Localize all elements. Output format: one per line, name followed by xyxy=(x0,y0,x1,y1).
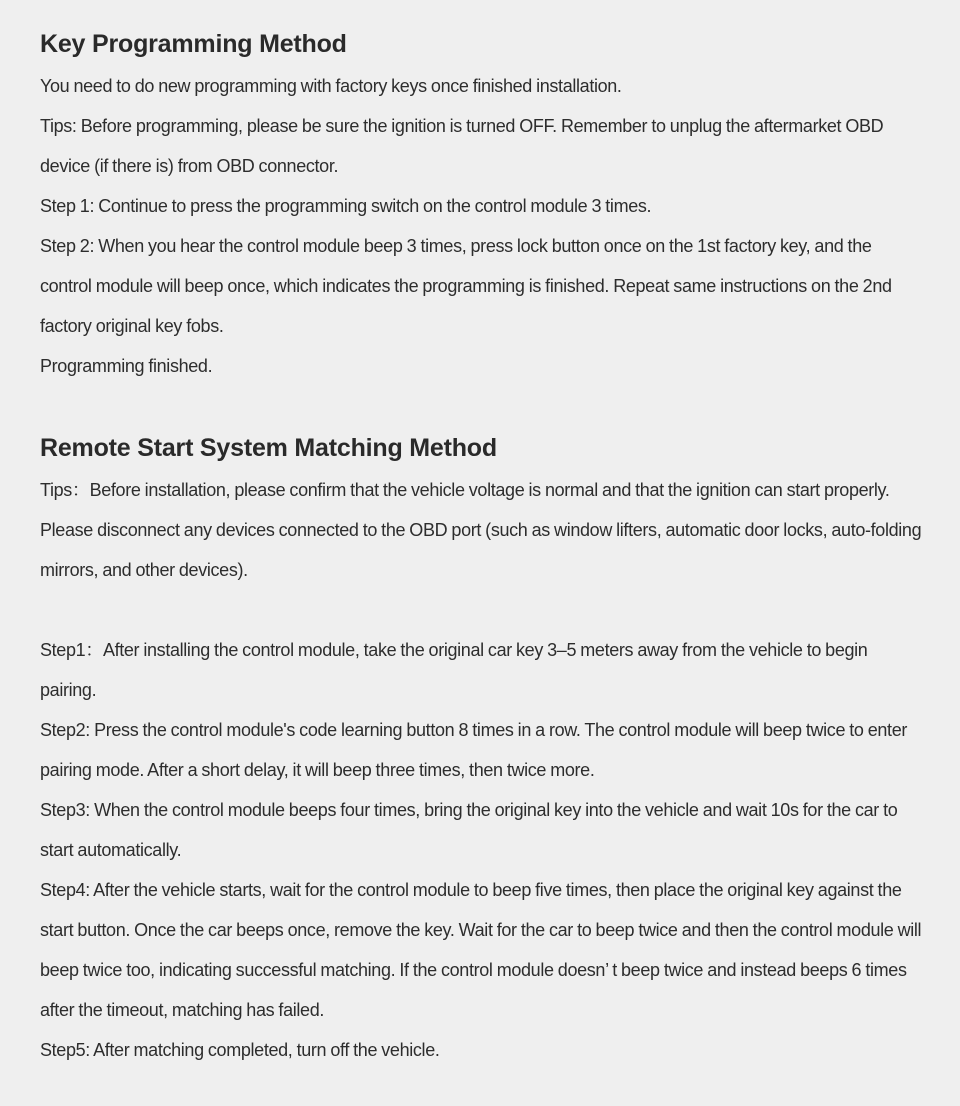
key-programming-step-2: Step 2: When you hear the control module beep 3 times, press lock button once on the 1st factory key, and the control module will beep once, which indicates the programming is finished. Repeat same instructions on the 2nd factory original key fobs. xyxy=(40,236,892,336)
remote-start-step-5: Step5: After matching completed, turn off the vehicle. xyxy=(40,1040,440,1060)
key-programming-intro: You need to do new programming with factory keys once finished installation. xyxy=(40,76,622,96)
key-programming-finished: Programming finished. xyxy=(40,356,213,376)
key-programming-title: Key Programming Method xyxy=(40,30,347,58)
key-programming-tips: Tips: Before programming, please be sure the ignition is turned OFF. Remember to unplug the aftermarket OBD device (if there is) from OBD connector. xyxy=(40,116,884,176)
remote-start-title: Remote Start System Matching Method xyxy=(40,434,497,462)
key-programming-section xyxy=(40,26,926,386)
remote-start-step-2: Step2: Press the control module's code learning button 8 times in a row. The control module will beep twice to enter pairing mode. After a short delay, it will beep three times, then twice more. xyxy=(40,720,908,780)
remote-start-tips: Tips：Before installation, please confirm that the vehicle voltage is normal and that the ignition can start properly. Please disconnect any devices connected to the OBD port (such as window lifters, automatic door locks, auto-folding mirrors, and other devices). xyxy=(40,480,922,580)
remote-start-section xyxy=(40,430,926,1070)
remote-start-step-4: Step4: After the vehicle starts, wait for the control module to beep five times, then place the original key against the start button. Once the car beeps once, remove the key. Wait for the car to beep twice and then the control module will beep twice too, indicating successful matching. If the control module doesn’ t beep twice and instead beeps 6 times after the timeout, matching has failed. xyxy=(40,880,922,1020)
remote-start-step-3: Step3: When the control module beeps four times, bring the original key into the vehicle and wait 10s for the car to start automatically. xyxy=(40,800,898,860)
paragraph-spacer xyxy=(40,590,926,630)
remote-start-step-1: Step1：After installing the control module, take the original car key 3–5 meters away from the vehicle to begin pairing. xyxy=(40,640,868,700)
key-programming-step-1: Step 1: Continue to press the programming switch on the control module 3 times. xyxy=(40,196,652,216)
